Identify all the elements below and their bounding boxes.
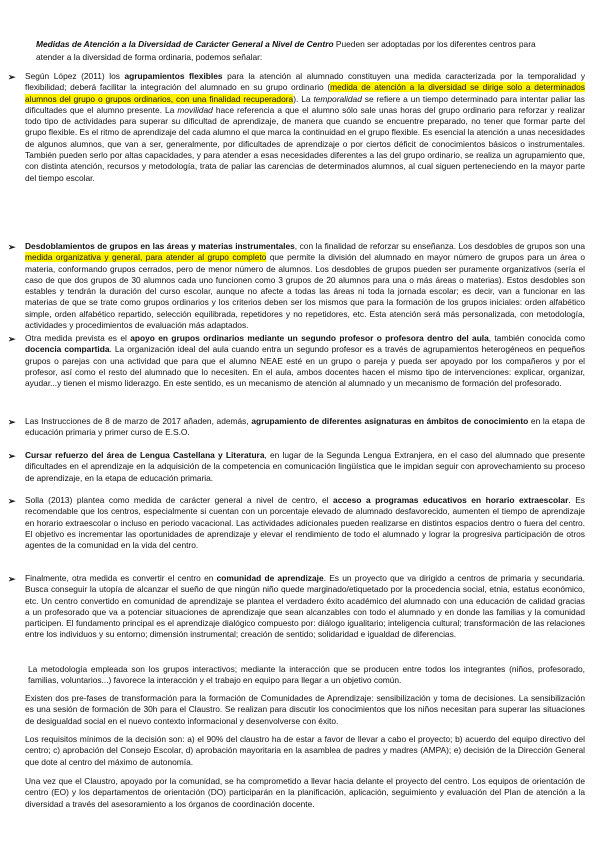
paragraph-claustro: Una vez que el Claustro, apoyado por la comunidad, se ha comprometido a llevar hacia delante el proyecto del centro. Los equipos de orientación de centro (EO) y los departamentos de orientación (DO) participarán en la planificación, aplicación, seguimiento y evaluación del Plan de atención a la diversidad a través del asesoramiento a los órganos de coordinación docente.	[25, 776, 585, 809]
term-programas-extraescolares: acceso a programas educativos en horario extraescolar	[333, 495, 569, 505]
intro-text: Pueden ser adoptadas por los diferentes centros para atender a la diversidad de forma ordinaria, podemos señalar:	[36, 39, 536, 62]
paragraph-requisitos: Los requisitos mínimos de la decisión son: a) el 90% del claustro ha de estar a favor de llevar a cabo el proyecto; b) acuerdo del equipo directivo del centro; c) aprobación del Consejo Escolar, d) aprobación mayoritaria en la asamblea de padres y madres (AMPA); e) decisión de la Dirección General que dote al centro del máximo de autonomía.	[25, 734, 585, 767]
intro-heading: Medidas de Atención a la Diversidad de Carácter General a Nivel de Centro	[36, 39, 334, 49]
bullet-arrow-icon: ➢	[8, 242, 16, 252]
term-docencia-compartida: docencia compartida	[25, 344, 110, 355]
paragraph-pre-fases: Existen dos pre-fases de transformación para la formación de Comunidades de Aprendizaje: sensibilización y toma de decisiones. La sensibilización es una sesión de formación de 30h para el Claustro. Se realizan para discutir los conocimientos que los niños necesitan para superar las situaciones de desigualdad social en el nuevo contexto informacional y desenvolverse con éxito.	[25, 693, 585, 726]
bullet-arrow-icon: ➢	[8, 417, 16, 427]
term-comunidad-aprendizaje: comunidad de aprendizaje	[216, 573, 324, 583]
term-movilidad: movilidad	[177, 104, 213, 115]
bullet-arrow-icon: ➢	[8, 451, 16, 461]
term-agrupamientos-flexibles: agrupamientos flexibles	[124, 71, 223, 81]
list-item-text: Otra medida prevista es el apoyo en grupos ordinarios mediante un segundo profesor o profesora dentro del aula, también conocida como docencia compartida. La organización ideal del aula cuando entra un segundo profesor es a través de agrupamientos heterogéneos en pequeños grupos o parejas con una actividad que para que el alumno NEAE esté en un grupo o pareja y pueda ser apoyado por los compañeros y por el profesor, así como el resto del alumnado que lo necesiten. En el aula, ambos docentes hacen el mismo tipo de intervenciones: explicar, organizar, ayudar...y tienen el mismo liderazgo. En este sentido, es un mecanismo de atención al alumnado y un mecanismo de formación del profesorado.	[25, 333, 585, 389]
list-item-text: Solla (2013) plantea como medida de carácter general a nivel de centro, el acceso a programas educativos en horario extraescolar. Es recomendable que los centros, especialmente si cuentan con un porcentaje elevado de alumnado desfavorecido, aumenten el tiempo de aprendizaje en horario extraescolar o incluso en periodo vacacional. Las actividades adicionales pueden realizarse en distintos espacios dentro o fuera del centro. El objetivo es incrementar las oportunidades de aprendizaje y elevar el rendimiento de todo el alumnado y lograr la progresiva participación de otros agentes de la comunidad en la vida del centro.	[25, 495, 585, 551]
bullet-arrow-icon: ➢	[8, 574, 16, 584]
intro-paragraph	[36, 38, 556, 64]
list-item-text: Según López (2011) los agrupamientos flexibles para la atención al alumnado constituyen una medida caracterizada por la temporalidad y flexibilidad; deberá facilitar la integración del alumnado en su grupo ordinario (medida de atención a la diversidad se dirige solo a determinados alumnos del grupo o grupos ordinarios, con una finalidad recuperadora). La temporalidad se refiere a un tiempo determinado para intentar paliar las dificultades que el alumno presente. La movilidad hace referencia a que el alumno sólo sale unas horas del grupo ordinario para reforzar y realizar todo tipo de actividades para superar su dificultad de aprendizaje, de manera que cuando se encuentre preparado, no tener que formar parte del grupo flexible. Es el ritmo de aprendizaje del cada alumno el que marca la continuidad en el grupo flexible. Es esencial la atención a unas necesidades de algunos alumnos, que van a ser, generalmente, por dificultades de aprendizaje o por ciertos déficit de conocimientos básicos o instrumentales. También pueden serlo por altas capacidades, y para atender a esas necesidades diferentes a las del grupo ordinario, se realiza un agrupamiento que, con distinta atención, recursos y metodología, trata de paliar las carencias de determinados alumnos, al cual siguen perteneciendo en la mayor parte del tiempo escolar.	[25, 71, 586, 183]
term-desdoblamientos: Desdoblamientos de grupos en las áreas y materias instrumentales	[25, 241, 295, 251]
term-apoyo-segundo-profesor: apoyo en grupos ordinarios mediante un segundo profesor o profesora dentro del aula	[130, 333, 489, 343]
bullet-arrow-icon: ➢	[8, 496, 16, 506]
list-item-text: Finalmente, otra medida es convertir el centro en comunidad de aprendizaje. Es un proyecto que va dirigido a centros de primaria y secundaria. Busca conseguir la utopía de alcanzar el sueño de que ningún niño quede marginado/etiquetado por la procedencia social, etnia, estatus económico, etc. Un centro convertido en comunidad de aprendizaje se plantea el verdadero éxito académico del alumnado con una educación de calidad gracias a un profesorado que va a potenciar situaciones de aprendizaje que sean alcanzables con todo el alumnado y en donde las familias y la comunidad participen. El fundamento principal es el aprendizaje dialógico compuesto por: diálogo igualitario; inteligencia cultural; transformación de las relaciones entre los individuos y su entorno; dimensión instrumental; creación de sentido; solidaridad e igualdad de diferencias.	[25, 573, 585, 640]
list-item-text: Las Instrucciones de 8 de marzo de 2017 añaden, además, agrupamiento de diferentes asignaturas en ámbitos de conocimiento en la etapa de educación primaria y primer curso de E.S.O.	[25, 416, 585, 438]
highlighted-text: medida de atención a la diversidad se dirige solo a determinados alumnos del grupo o grupos ordinarios, con una finalidad recuperadora	[25, 82, 585, 104]
bullet-arrow-icon: ➢	[8, 334, 16, 344]
term-agrupamiento-ambitos: agrupamiento de diferentes asignaturas en ámbitos de conocimiento	[251, 416, 529, 426]
highlighted-text: medida organizativa y general, para atender al grupo completo	[25, 252, 267, 263]
list-item-text: Desdoblamientos de grupos en las áreas y materias instrumentales, con la finalidad de reforzar su enseñanza. Los desdobles de grupos son una medida organizativa y general, para atender al grupo completo que permite la división del alumnado en mayor número de grupos para un área o materia, conformando grupos cerrados, pero de menor número de alumnos. Los desdobles de grupos pueden ser puramente organizativos (sería el caso de que dos grupos de 30 alumnos cada uno funcionen como 3 grupos de 20 alumnos para una o más áreas o materias). Estos desdobles son estables y tendrán la duración del curso escolar, aunque no afecte a todas las áreas ni toda la jornada escolar; es decir, van a funcionar en las materias de que se trate como grupos ordinarios y los criterios deben ser los mismos que para la formación de los grupos iniciales: orden alfabético simple, orden alfabético repartido, selección equilibrada, repetidores y no repetidores, etc. Esta atención será más personalizada, con metodología, actividades y procedimientos de evaluación más adaptados.	[25, 241, 585, 331]
term-refuerzo-lengua: Cursar refuerzo del área de Lengua Castellana y Literatura	[25, 450, 265, 460]
bullet-arrow-icon: ➢	[8, 72, 16, 82]
paragraph-metodologia: La metodología empleada son los grupos interactivos; mediante la interacción que se producen entre todos los integrantes (niños, profesorado, familias, voluntarios...) favorece la interacción y el trabajo en equipo para llegar a un objetivo común.	[28, 664, 585, 686]
term-temporalidad: temporalidad	[313, 93, 362, 104]
list-item-text: Cursar refuerzo del área de Lengua Castellana y Literatura, en lugar de la Segunda Lengua Extranjera, en el caso del alumnado que presente dificultades en el aprendizaje en la adquisición de la competencia en comunicación lingüística que le impidan seguir con aprovechamiento su proceso de aprendizaje, en la etapa de educación primaria.	[25, 450, 585, 483]
